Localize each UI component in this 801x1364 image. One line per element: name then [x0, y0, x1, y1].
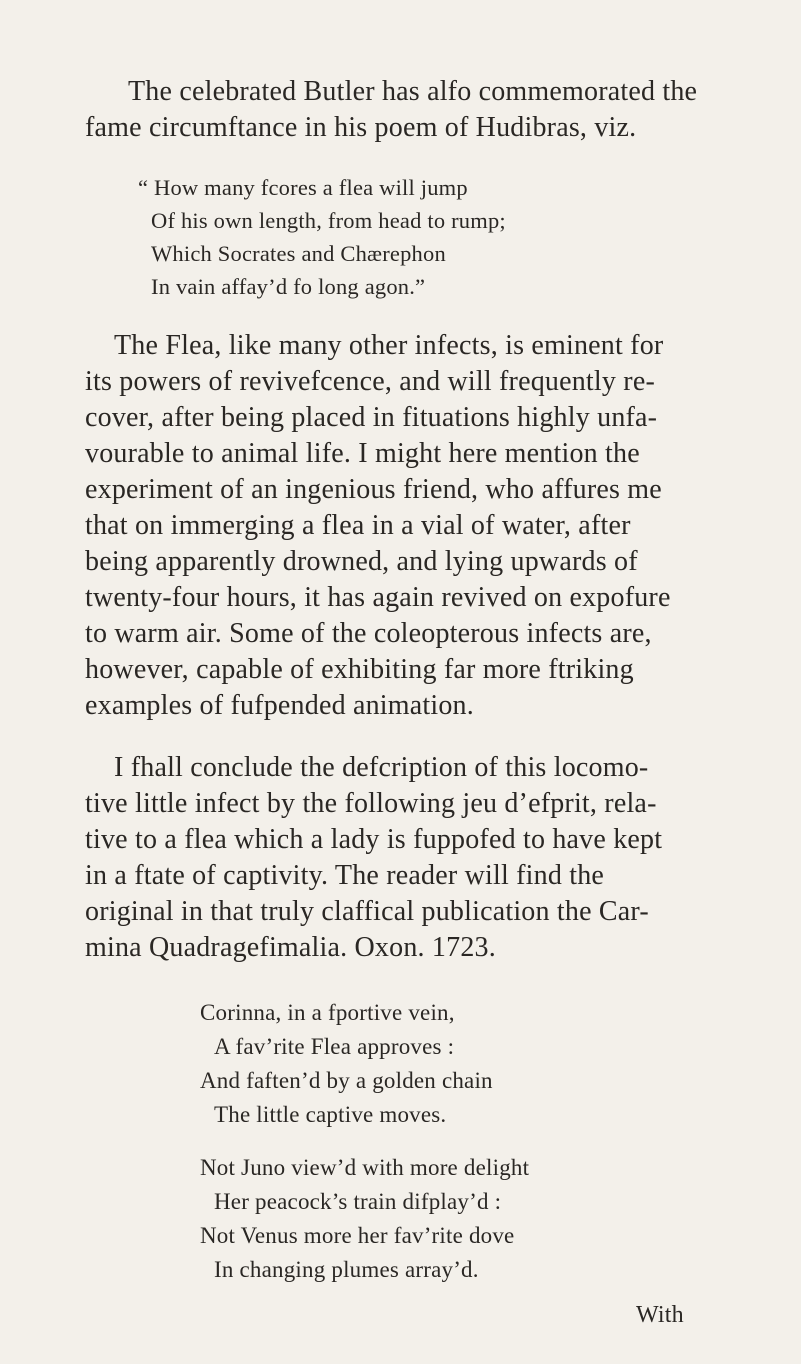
text-line: twenty-four hours, it has again revived on expofure [85, 582, 671, 613]
text-line: experiment of an ingenious friend, who affures me [85, 474, 662, 505]
verse-line: “ How many fcores a flea will jump [138, 175, 468, 200]
verse-line: The little captive moves. [214, 1102, 447, 1127]
catchword: With [636, 1302, 684, 1328]
text-line: that on immerging a flea in a vial of water, after [85, 510, 631, 541]
verse-line: Corinna, in a fportive vein, [200, 1000, 455, 1025]
text-line: being apparently drowned, and lying upwards of [85, 546, 638, 577]
verse-line: A fav’rite Flea approves : [214, 1034, 455, 1059]
text-line: The celebrated Butler has alfo commemorated the [128, 76, 698, 107]
verse-line: Not Venus more her fav’rite dove [200, 1223, 515, 1248]
verse-line: Of his own length, from head to rump; [151, 208, 506, 233]
text-line: original in that truly claffical publication the Car- [85, 896, 649, 927]
text-line: mina Quadragefimalia. Oxon. 1723. [85, 932, 496, 963]
text-line: examples of fufpended animation. [85, 690, 474, 721]
verse-line: And faften’d by a golden chain [200, 1068, 493, 1093]
text-line: tive to a flea which a lady is fuppofed to have kept [85, 824, 663, 855]
verse-line: In vain affay’d fo long agon.” [151, 274, 426, 299]
text-line: cover, after being placed in fituations highly unfa- [85, 402, 658, 433]
verse-line: Which Socrates and Chærephon [151, 241, 446, 266]
text-line: in a ftate of captivity. The reader will find the [85, 860, 605, 891]
verse-line: Her peacock’s train difplay’d : [214, 1189, 502, 1214]
text-line: I fhall conclude the defcription of this locomo- [114, 752, 649, 783]
text-line: vourable to animal life. I might here mention the [85, 438, 640, 469]
text-line: tive little infect by the following jeu d’efprit, rela- [85, 788, 657, 819]
text-line: to warm air. Some of the coleopterous infects are, [85, 618, 652, 649]
verse-line: In changing plumes array’d. [214, 1257, 479, 1282]
text-line: however, capable of exhibiting far more ftriking [85, 654, 634, 685]
text-line: fame circumftance in his poem of Hudibras, viz. [85, 112, 637, 143]
text-line: its powers of revivefcence, and will frequently re- [85, 366, 655, 397]
text-line: The Flea, like many other infects, is eminent for [114, 330, 664, 361]
verse-line: Not Juno view’d with more delight [200, 1155, 530, 1180]
